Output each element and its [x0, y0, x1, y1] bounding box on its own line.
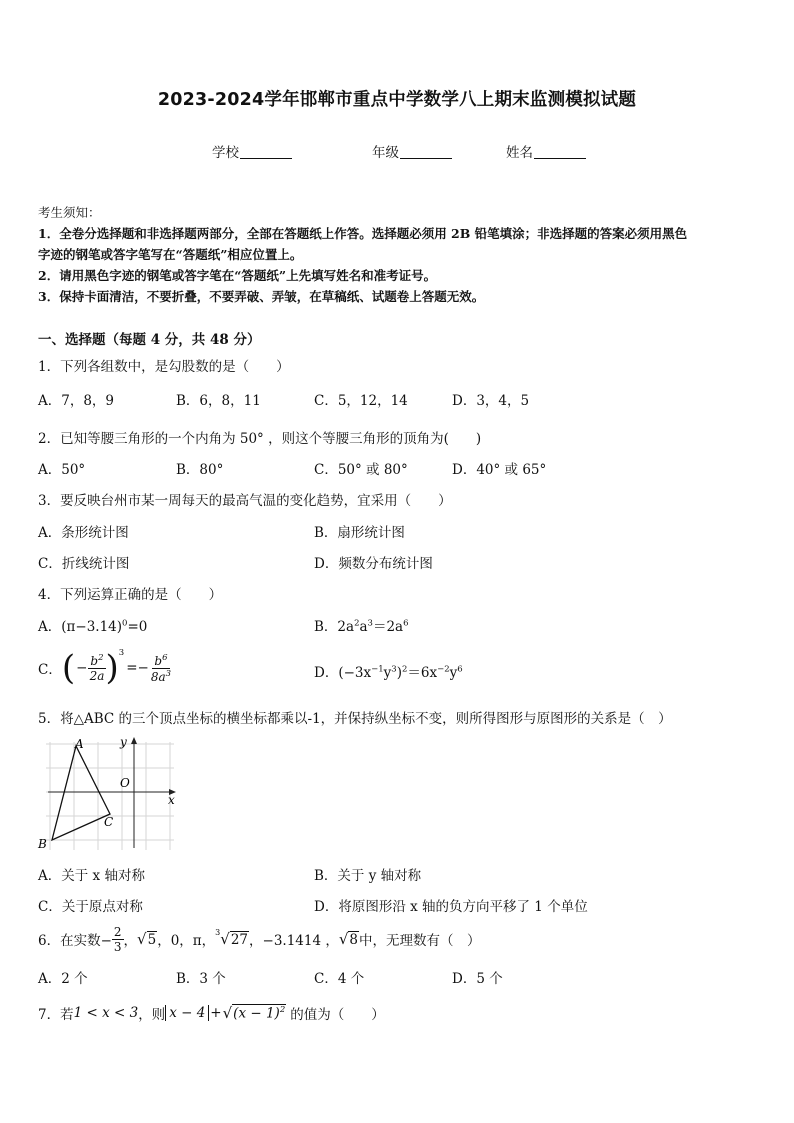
q2-option-c[interactable]: C．50° 或 80° [314, 462, 408, 478]
q3-option-d[interactable]: D．频数分布统计图 [314, 556, 433, 572]
fraction: $\frac{b^6}{8a^3}$ [150, 652, 172, 684]
page-title: 2023-2024学年邯郸市重点中学数学八上期末监测模拟试题 [157, 90, 637, 110]
label-y: y [120, 735, 127, 749]
notice-item-2: 2．请用黑色字迹的钢笔或答字笔在“答题纸”上先填写姓名和准考证号。 [38, 268, 437, 283]
fraction: $\frac{b^2}{2a}$ [89, 653, 105, 683]
absolute-value: x − 4 [165, 1005, 209, 1021]
q4-option-b[interactable]: B．$2a^2a^3=2a^6$ [314, 618, 409, 635]
notice-heading: 考生须知： [38, 205, 101, 220]
q1-option-a[interactable]: A．7，8，9 [38, 393, 115, 409]
q3-option-b[interactable]: B．扇形统计图 [314, 525, 405, 541]
q2-option-d[interactable]: D．40° 或 65° [452, 462, 547, 478]
question-4: 4．下列运算正确的是（ ） [38, 587, 223, 603]
question-3: 3．要反映台州市某一周每天的最高气温的变化趋势，宜采用（ ） [38, 493, 452, 509]
label-a: A [75, 737, 84, 751]
q4-option-c[interactable]: C． ( − $\frac{b^2}{2a}$ ) $^3$ =− $\frac{b^6}{8a^3}$ [38, 648, 172, 688]
coordinate-figure [40, 734, 180, 852]
q2-option-b[interactable]: B．80° [176, 462, 224, 478]
q6-option-b[interactable]: B．3 个 [176, 971, 226, 987]
q6-option-d[interactable]: D．5 个 [452, 971, 503, 987]
label-c: C [104, 815, 114, 829]
label-x: x [168, 793, 175, 807]
question-1: 1．下列各组数中，是勾股数的是（ ） [38, 359, 290, 375]
fraction: $\frac{2}{3}$ [113, 924, 122, 954]
y-axis-arrow [131, 737, 137, 744]
question-2: 2．已知等腰三角形的一个内角为 50° ，则这个等腰三角形的顶角为( ) [38, 431, 482, 447]
q1-option-c[interactable]: C．5，12，14 [314, 393, 408, 409]
radical-sign: √ [222, 1004, 233, 1022]
notice-item-1: 1．全卷分选择题和非选择题两部分，全部在答题纸上作答。选择题必须用 2B 铅笔填涂；非选择题的答案必须用黑色 [38, 226, 688, 241]
q4-option-a[interactable]: A．$(\pi-3.14)^0=0$ [38, 618, 148, 635]
section-heading: 一、选择题（每题 4 分，共 48 分） [38, 332, 261, 348]
q5-option-b[interactable]: B．关于 y 轴对称 [314, 868, 422, 884]
radical-sign: √ [220, 930, 230, 948]
question-5: 5．将△ABC 的三个顶点坐标的横坐标都乘以-1，并保持纵坐标不变，则所得图形与原图形的关系是（ ） [38, 711, 672, 727]
question-6: 6．在实数− $\frac{2}{3}$ ， √ 5 ，0，π， $^3$ √ 27 ，−3.1414 ， √ 8 中，无理数有（ ） [38, 924, 481, 954]
q5-option-d[interactable]: D．将原图形沿 x 轴的负方向平移了 1 个单位 [314, 899, 588, 915]
triangle-abc [52, 746, 110, 840]
q1-option-b[interactable]: B．6，8，11 [176, 393, 261, 409]
school-field[interactable]: 学校 [212, 141, 292, 161]
q5-option-c[interactable]: C．关于原点对称 [38, 899, 143, 915]
question-7: 7．若 1 < x < 3 ，则 x − 4 + √ $(x - 1)^2$ 的值为（ ） [38, 1004, 385, 1023]
q4-option-d[interactable]: D．$(-3x^{-1}y^3)^2=6x^{-2}y^6$ [314, 664, 463, 681]
radical-sign: √ [338, 930, 349, 948]
notice-item-1-cont: 字迹的钢笔或答字笔写在“答题纸”相应位置上。 [38, 247, 303, 262]
q5-option-a[interactable]: A．关于 x 轴对称 [38, 868, 145, 884]
label-b: B [38, 837, 47, 851]
q1-option-d[interactable]: D．3，4，5 [452, 393, 530, 409]
radical-sign: √ [137, 930, 147, 948]
q3-option-c[interactable]: C．折线统计图 [38, 556, 130, 572]
q2-option-a[interactable]: A．50° [38, 462, 86, 478]
name-field[interactable]: 姓名 [506, 141, 586, 161]
q6-option-a[interactable]: A．2 个 [38, 971, 88, 987]
grade-field[interactable]: 年级 [372, 141, 452, 161]
notice-item-3: 3．保持卡面清洁，不要折叠，不要弄破、弄皱，在草稿纸、试题卷上答题无效。 [38, 289, 485, 304]
q6-option-c[interactable]: C．4 个 [314, 971, 365, 987]
q3-option-a[interactable]: A．条形统计图 [38, 525, 129, 541]
label-origin: O [120, 776, 130, 790]
